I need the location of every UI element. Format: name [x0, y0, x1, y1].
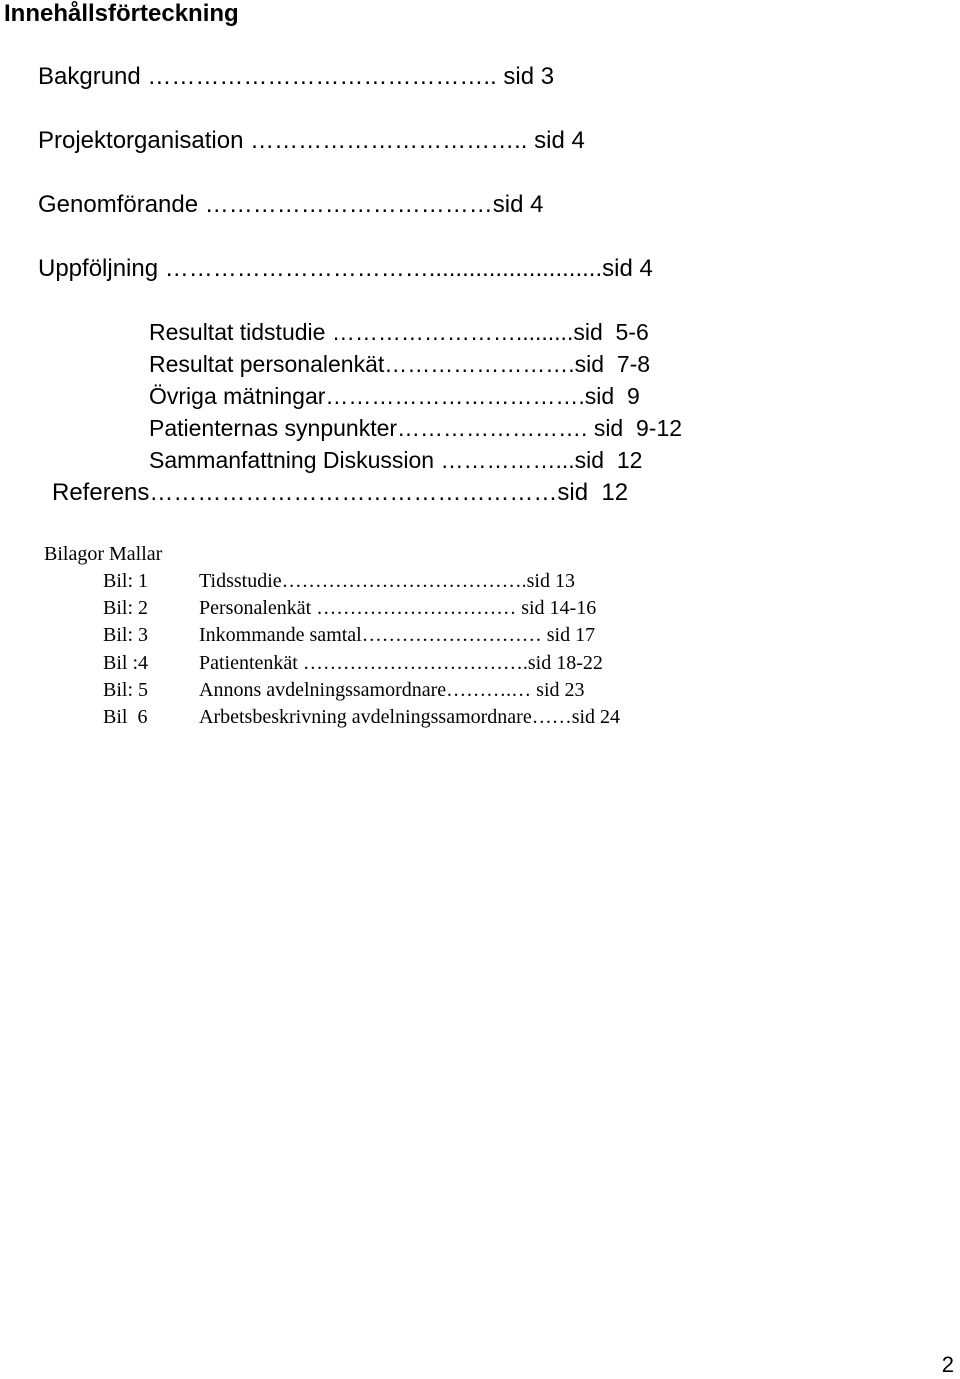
- toc-subentry-sammanfattning: Sammanfattning Diskussion ……………...sid 12: [149, 447, 643, 473]
- toc-entry-uppfoljning: Uppföljning ……………………………..........................sid 4: [38, 255, 653, 282]
- bilagor-title: Bilagor Mallar: [44, 543, 163, 565]
- bilaga-row: [103, 622, 596, 648]
- bilaga-number: Bil :4: [103, 652, 149, 674]
- toc-entry-genomforande: Genomförande ………………………………sid 4: [38, 191, 544, 218]
- bilaga-number: Bil: 3: [103, 624, 149, 646]
- bilaga-row: [103, 568, 575, 594]
- toc-subentry-resultat-tidstudie: Resultat tidstudie …………………….........sid 5-6: [149, 319, 649, 345]
- bilaga-row: [103, 704, 621, 730]
- bilaga-entry: Tidsstudie……………………………….sid 13: [199, 570, 575, 592]
- bilaga-row: [103, 677, 585, 703]
- bilaga-entry: Inkommande samtal……………………… sid 17: [199, 624, 596, 646]
- toc-subentry-patienternas-synpunkter: Patienternas synpunkter……………………. sid 9-12: [149, 415, 683, 441]
- bilaga-entry: Patientenkät …………………………….sid 18-22: [199, 652, 603, 674]
- bilaga-number: Bil 6: [103, 706, 148, 728]
- bilaga-number: Bil: 5: [103, 679, 149, 701]
- toc-subentry-ovriga-matningar: Övriga mätningar…………………………….sid 9: [149, 383, 640, 409]
- bilaga-number: Bil: 2: [103, 597, 149, 619]
- toc-subentry-resultat-personalenkat: Resultat personalenkät…………………….sid 7-8: [149, 351, 651, 377]
- bilaga-entry: Arbetsbeskrivning avdelningssamordnare……sid 24: [199, 706, 621, 728]
- toc-entry-referens: Referens……………………………………………sid 12: [52, 479, 629, 506]
- bilaga-entry: Annons avdelningssamordnare……….… sid 23: [199, 679, 585, 701]
- toc-entry-projektorganisation: Projektorganisation …………………………….. sid 4: [38, 127, 585, 154]
- bilaga-entry: Personalenkät ………………………… sid 14-16: [199, 597, 597, 619]
- page-title: Innehållsförteckning: [4, 0, 239, 27]
- toc-entry-bakgrund: Bakgrund …………………………………….. sid 3: [38, 63, 555, 90]
- bilaga-row: [103, 595, 597, 621]
- page-number: 2: [941, 1352, 954, 1377]
- bilaga-row: [103, 650, 603, 676]
- bilaga-number: Bil: 1: [103, 570, 149, 592]
